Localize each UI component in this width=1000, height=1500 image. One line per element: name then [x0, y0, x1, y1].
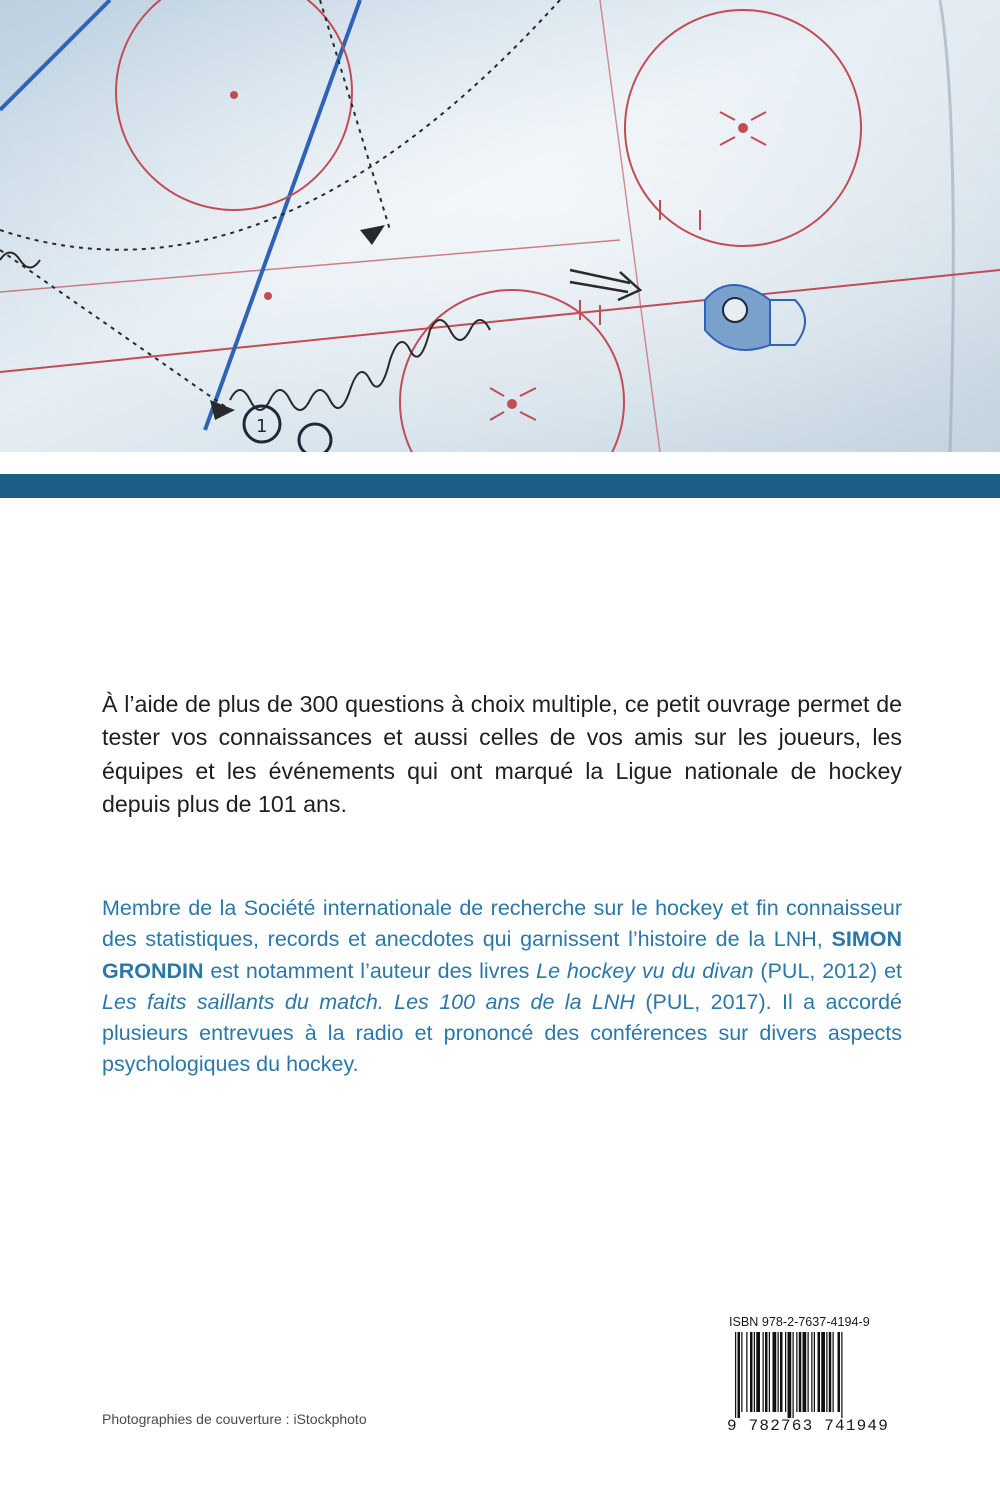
barcode-bar — [735, 1332, 736, 1418]
barcode-bar — [818, 1332, 821, 1412]
barcode-bar — [841, 1332, 842, 1418]
isbn-barcode-block — [727, 1315, 913, 1441]
barcode-bar — [763, 1332, 764, 1412]
bio-text-4: (PUL, 2017). Il a accordé plusieurs entrevues à la radio et prononcé des conférences sur divers aspects psychologiques du hockey. — [102, 989, 902, 1077]
hockey-play-diagram-icon — [0, 0, 1000, 452]
author-name: SIMON GRONDIN — [102, 927, 902, 983]
barcode-bar — [826, 1332, 827, 1412]
cover-photo-hockey-diagram — [0, 0, 1000, 452]
bio-text-1: Membre de la Société internationale de recherche sur le hockey et fin connaisseur des statistiques, records et anecdotes qui garnissent l’histoire de la LNH, — [102, 896, 902, 952]
book-blurb: À l’aide de plus de 300 questions à choix multiple, ce petit ouvrage permet de tester vos connaissances et aussi celles de vos amis sur les joueurs, les équipes et les événements qui ont marqué la Ligue nationale de hockey depuis plus de 101 ans. — [102, 691, 902, 818]
barcode-bar — [754, 1332, 755, 1412]
barcode-bar — [808, 1332, 809, 1412]
barcode-bar — [741, 1332, 742, 1412]
barcode-bar — [838, 1332, 841, 1412]
photo-credit: Photographies de couverture : iStockphoto — [102, 1411, 367, 1427]
barcode-bar — [799, 1332, 802, 1412]
barcode-bar — [756, 1332, 760, 1412]
barcode-bar — [811, 1332, 812, 1412]
isbn-label: ISBN 978-2-7637-4194-9 — [729, 1315, 870, 1329]
bio-text-3: (PUL, 2012) et — [753, 958, 902, 983]
barcode-bar — [746, 1332, 747, 1412]
barcode-bar — [814, 1332, 815, 1412]
svg-text:1: 1 — [256, 416, 268, 437]
barcode-bar — [829, 1332, 832, 1412]
isbn-digits: 9 782763 741949 — [727, 1417, 890, 1435]
blue-divider-band — [0, 474, 1000, 498]
barcode-bar — [821, 1332, 825, 1412]
barcode-bar — [738, 1332, 741, 1418]
barcode-bar — [769, 1332, 770, 1412]
barcode-bar — [778, 1332, 779, 1412]
author-bio — [102, 893, 902, 1081]
barcode-bar — [773, 1332, 777, 1412]
barcode-bar — [833, 1332, 834, 1412]
book-title-1: Le hockey vu du divan — [536, 958, 754, 983]
barcode-bar — [793, 1332, 794, 1418]
barcode-bar — [788, 1332, 792, 1418]
barcode-bar — [750, 1332, 753, 1412]
barcode-bar — [765, 1332, 768, 1412]
bio-text-2: est notamment l’auteur des livres — [203, 958, 537, 983]
barcode-bar — [803, 1332, 807, 1412]
barcode-bar — [780, 1332, 783, 1412]
book-title-2: Les faits saillants du match. Les 100 ans de la LNH — [102, 989, 635, 1014]
barcode-bar — [785, 1332, 786, 1412]
barcode-bar — [796, 1332, 797, 1412]
barcode-icon — [733, 1332, 909, 1418]
